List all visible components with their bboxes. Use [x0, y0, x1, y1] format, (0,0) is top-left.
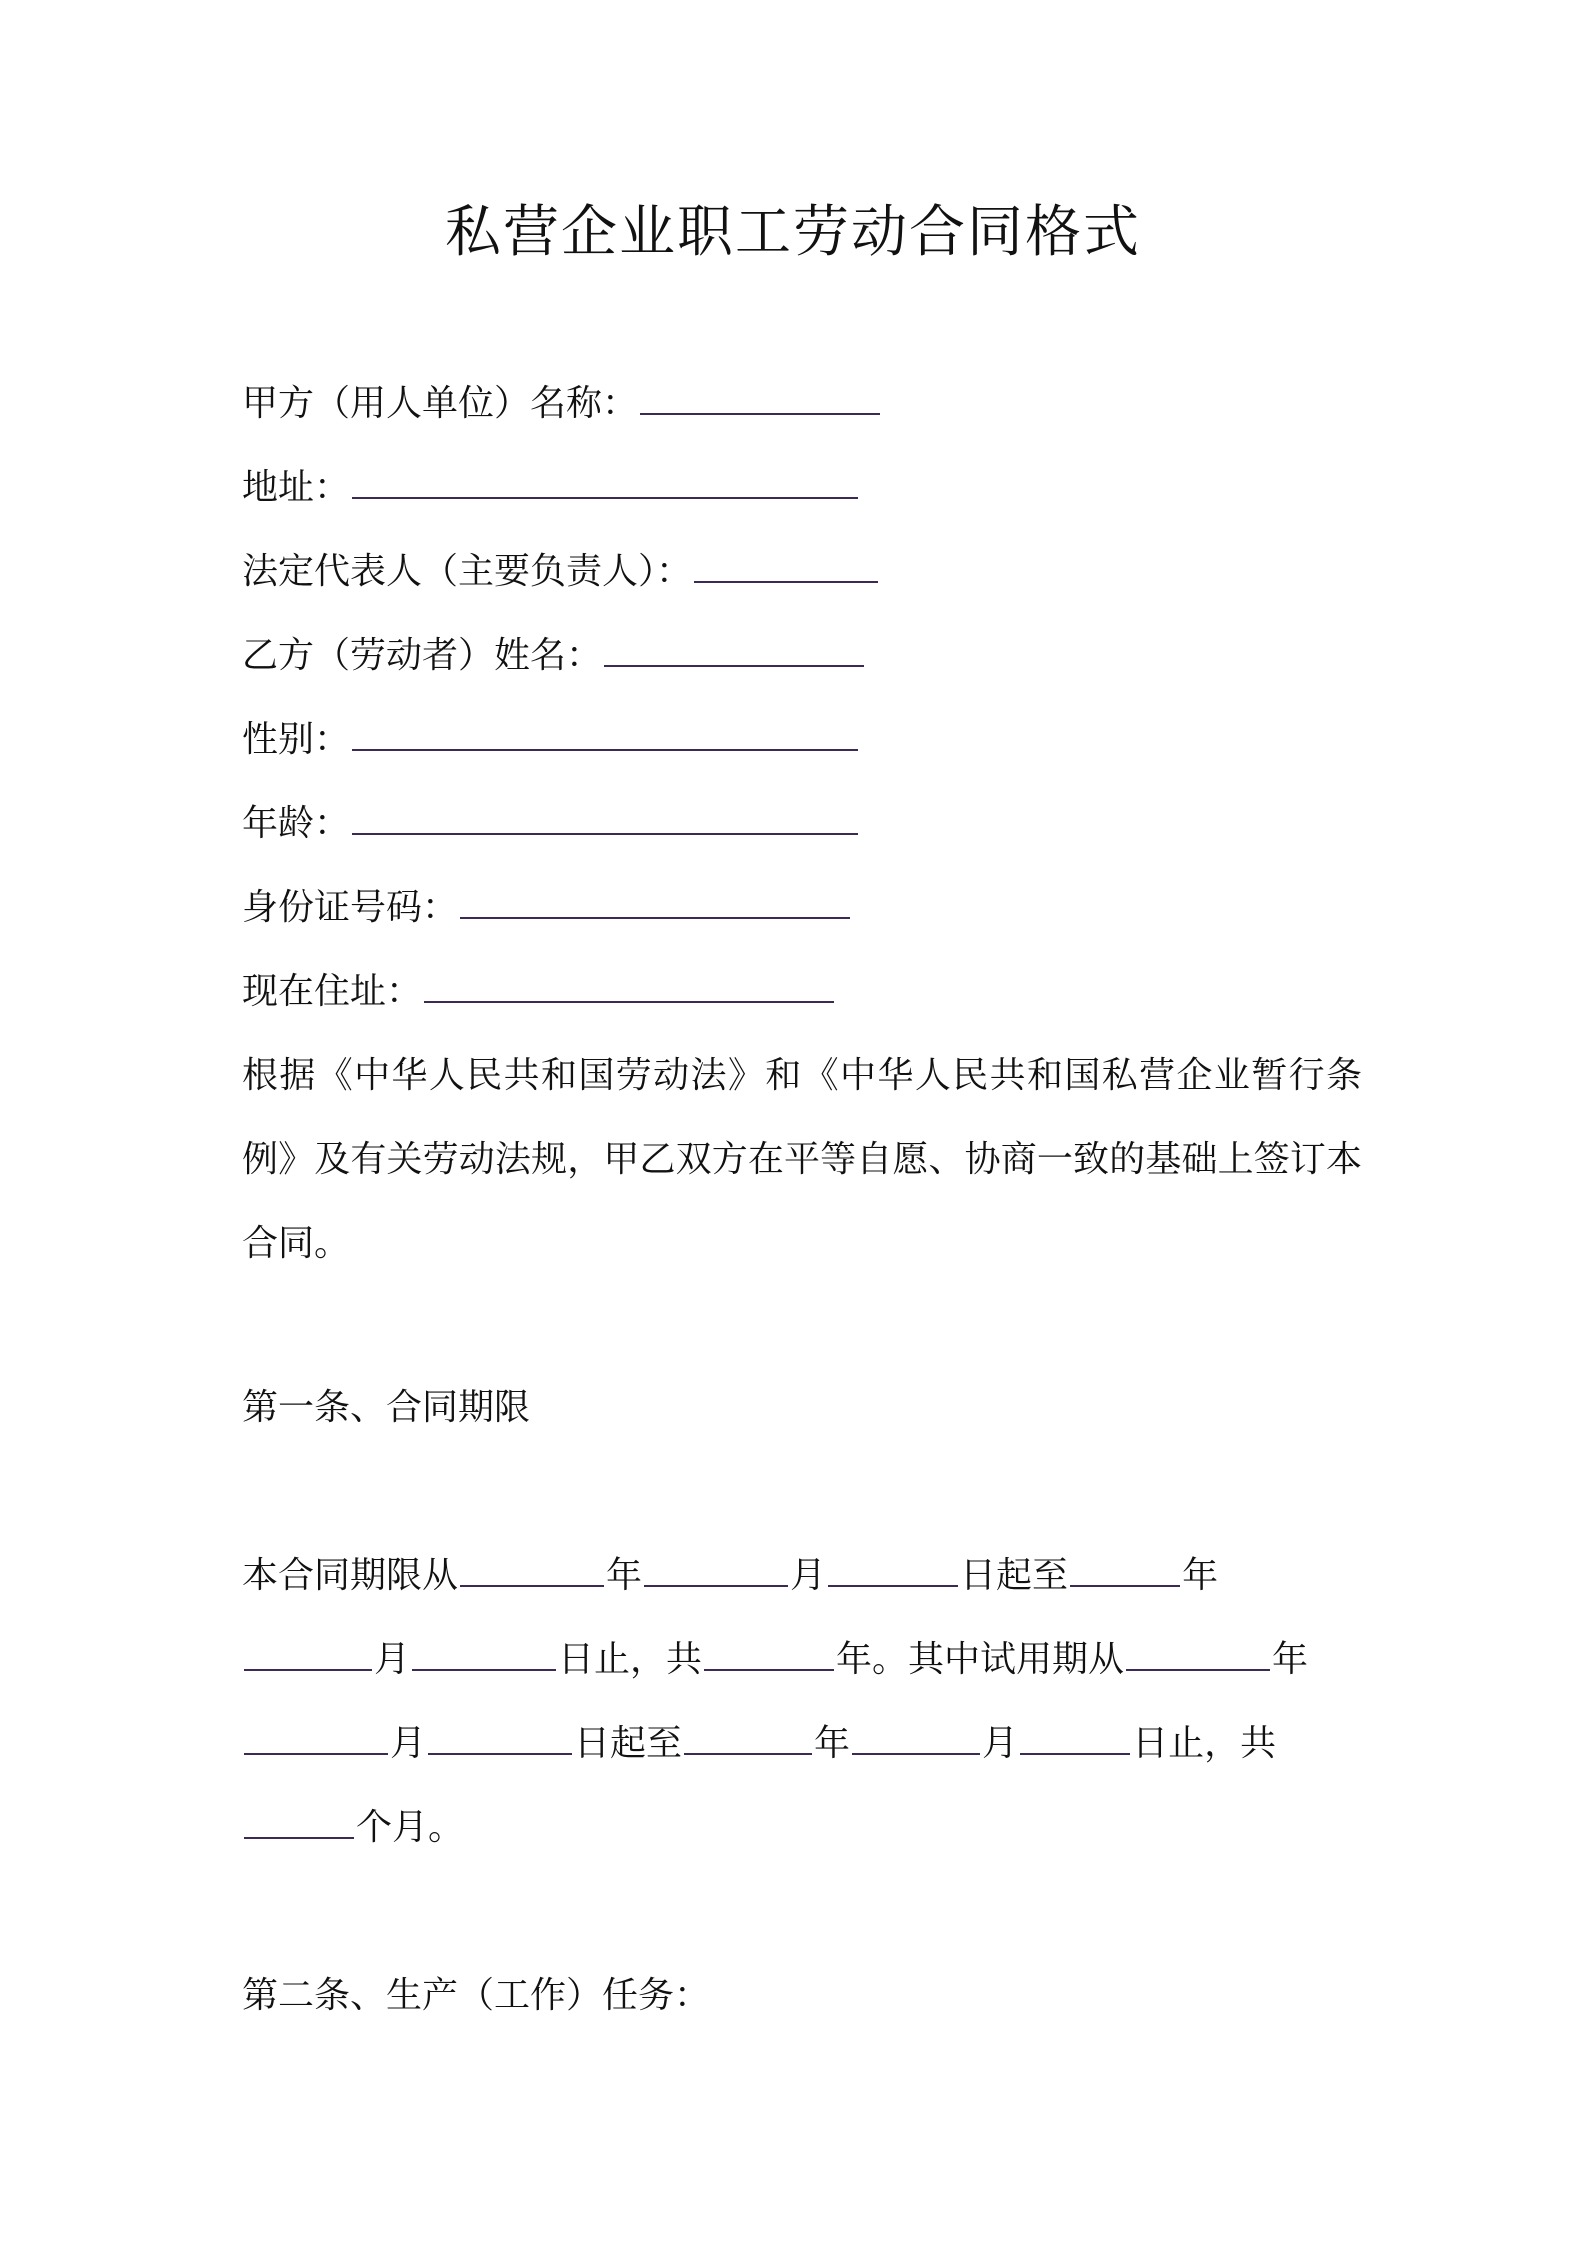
employer-name-line	[242, 380, 882, 428]
end-day-field[interactable]	[412, 1639, 556, 1671]
age-line	[242, 800, 860, 848]
preamble-paragraph: 根据《中华人民共和国劳动法》和《中华人民共和国私营企业暂行条例》及有关劳动法规，甲乙双方在平等自愿、协商一致的基础上签订本合同。	[242, 1055, 1362, 1264]
month-text: 月	[374, 1639, 411, 1680]
article1-line-3	[242, 1720, 1276, 1768]
id-number-line	[242, 884, 852, 932]
day-from-to-text: 日起至	[574, 1723, 683, 1764]
months-text: 个月。	[356, 1807, 465, 1848]
year-text: 年	[814, 1723, 851, 1764]
year-text: 年	[606, 1555, 643, 1596]
age-field[interactable]	[352, 803, 858, 835]
employee-name-label: 乙方（劳动者）姓名：	[242, 635, 603, 676]
month-text: 月	[982, 1723, 1019, 1764]
age-label: 年龄：	[242, 803, 351, 844]
year-text: 年	[1182, 1555, 1219, 1596]
legal-rep-line	[242, 548, 880, 596]
legal-rep-field[interactable]	[694, 551, 878, 583]
start-day-field[interactable]	[828, 1555, 958, 1587]
year-trial-from-text: 年。其中试用期从	[836, 1639, 1125, 1680]
address-label: 地址：	[242, 467, 351, 508]
trial-end-day-field[interactable]	[1020, 1723, 1130, 1755]
document-title: 私营企业职工劳动合同格式	[445, 200, 1141, 265]
day-end-total-text: 日止，共	[1132, 1723, 1277, 1764]
total-years-field[interactable]	[704, 1639, 834, 1671]
address-field[interactable]	[352, 467, 858, 499]
start-year-field[interactable]	[460, 1555, 604, 1587]
gender-line	[242, 716, 860, 764]
current-address-line	[242, 968, 836, 1016]
employee-name-line	[242, 632, 866, 680]
article1-line-2	[242, 1636, 1308, 1684]
trial-start-day-field[interactable]	[428, 1723, 572, 1755]
employer-name-label: 甲方（用人单位）名称：	[242, 383, 639, 424]
employer-name-field[interactable]	[640, 383, 880, 415]
trial-end-year-field[interactable]	[684, 1723, 812, 1755]
current-address-label: 现在住址：	[242, 971, 423, 1012]
end-month-field[interactable]	[244, 1639, 372, 1671]
address-line	[242, 464, 860, 512]
article1-line-4	[242, 1804, 464, 1852]
trial-end-month-field[interactable]	[852, 1723, 980, 1755]
year-text: 年	[1272, 1639, 1309, 1680]
legal-rep-label: 法定代表人（主要负责人）：	[242, 551, 693, 592]
article1-line-1	[242, 1552, 1218, 1600]
article2-heading: 第二条、生产（工作）任务：	[242, 1975, 711, 2016]
day-end-total-text: 日止，共	[558, 1639, 703, 1680]
period-from-text: 本合同期限从	[242, 1555, 459, 1596]
end-year-field[interactable]	[1070, 1555, 1180, 1587]
employee-name-field[interactable]	[604, 635, 864, 667]
start-month-field[interactable]	[644, 1555, 788, 1587]
month-text: 月	[790, 1555, 827, 1596]
month-text: 月	[390, 1723, 427, 1764]
trial-start-year-field[interactable]	[1126, 1639, 1270, 1671]
trial-start-month-field[interactable]	[244, 1723, 388, 1755]
day-from-to-text: 日起至	[960, 1555, 1069, 1596]
id-number-field[interactable]	[460, 887, 850, 919]
trial-months-field[interactable]	[244, 1807, 354, 1839]
id-number-label: 身份证号码：	[242, 887, 459, 928]
gender-field[interactable]	[352, 719, 858, 751]
current-address-field[interactable]	[424, 971, 834, 1003]
article1-heading: 第一条、合同期限	[242, 1387, 531, 1428]
gender-label: 性别：	[242, 719, 351, 760]
